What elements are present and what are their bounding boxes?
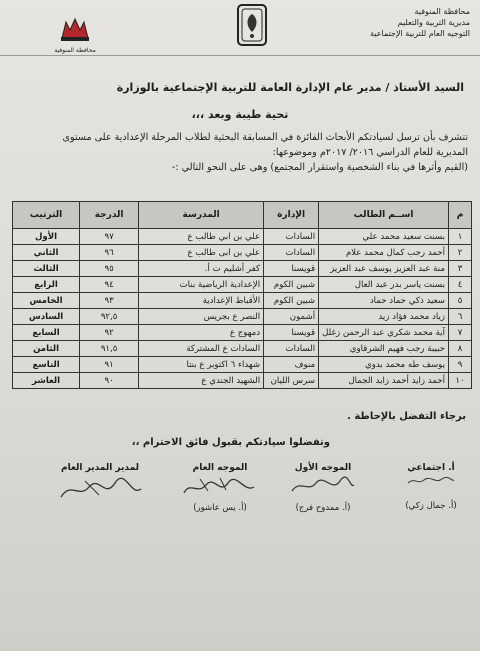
cell-student-name: سعيد ذكي حماد حماد bbox=[319, 293, 449, 309]
cell-rank: الأول bbox=[13, 229, 80, 245]
department-label: التوجيه العام للتربية الإجتماعية bbox=[370, 29, 470, 38]
directorate-label: مديرية التربية والتعليم bbox=[397, 18, 470, 27]
table-row bbox=[13, 293, 472, 309]
signature-name: (أ. ممدوح فرج) bbox=[295, 503, 351, 513]
cell-number: ٥ bbox=[449, 293, 472, 309]
cell-school: علي بن ابي طالب ع bbox=[139, 229, 264, 245]
cell-student-name: زياد محمد فؤاد زيد bbox=[319, 309, 449, 325]
cell-number: ٨ bbox=[449, 341, 472, 357]
cell-number: ١٠ bbox=[449, 373, 472, 389]
signature-title: الموجه العام bbox=[192, 463, 248, 473]
cell-rank: العاشر bbox=[13, 373, 80, 389]
cell-school: شهداء ٦ اكتوبر ع بنتا bbox=[139, 357, 264, 373]
header-rank: الترتيب bbox=[13, 202, 80, 229]
signature-block-general-supervisor bbox=[175, 463, 265, 513]
cell-degree: ٩٠ bbox=[80, 373, 139, 389]
cell-number: ٣ bbox=[449, 261, 472, 277]
cell-school: دمهوج ع bbox=[139, 325, 264, 341]
header-student-name: اســم الطالب bbox=[319, 202, 449, 229]
signature-block-director bbox=[50, 463, 150, 503]
cell-rank: التاسع bbox=[13, 357, 80, 373]
cell-degree: ٩٢ bbox=[80, 325, 139, 341]
cell-administration: قويسنا bbox=[264, 325, 319, 341]
regards-line: وتفضلوا سيادتكم بقبول فائق الاحترام ،، bbox=[131, 437, 330, 448]
intro-line: المديرية للعام الدراسي ٢٠١٦/ ٢٠١٧م وموضوعها: bbox=[272, 147, 468, 158]
cell-number: ٩ bbox=[449, 357, 472, 373]
cell-student-name: أحمد زايد أحمد زايد الجمال bbox=[319, 373, 449, 389]
table-row bbox=[13, 309, 472, 325]
cell-student-name: منة عبد العزيز يوسف عبد العزيز bbox=[319, 261, 449, 277]
table-row bbox=[13, 245, 472, 261]
cell-school: الشهيد الجندي ع bbox=[139, 373, 264, 389]
greeting-line: تحية طيبة وبعد ،،، bbox=[191, 108, 289, 121]
letterhead-text bbox=[320, 6, 470, 39]
signature-block-social bbox=[396, 463, 466, 511]
cell-student-name: بسنت سعيد محمد علي bbox=[319, 229, 449, 245]
cell-number: ١ bbox=[449, 229, 472, 245]
ministry-emblem-icon bbox=[232, 2, 272, 48]
request-line: برجاء التفضل بالإحاطة . bbox=[347, 411, 466, 422]
table-row bbox=[13, 341, 472, 357]
results-table bbox=[12, 201, 472, 389]
cell-degree: ٩٢,٥ bbox=[80, 309, 139, 325]
cell-degree: ٩٣ bbox=[80, 293, 139, 309]
intro-line: (القيم وأثرها في بناء الشخصية واستقرار المجتمع) وهى على النحو التالي :- bbox=[171, 162, 468, 173]
handwritten-signature-icon bbox=[180, 475, 260, 499]
cell-rank: الثامن bbox=[13, 341, 80, 357]
cell-administration: شبين الكوم bbox=[264, 277, 319, 293]
cell-student-name: يوسف طه محمد بدوي bbox=[319, 357, 449, 373]
cell-administration: شبين الكوم bbox=[264, 293, 319, 309]
cell-number: ٧ bbox=[449, 325, 472, 341]
table-row bbox=[13, 325, 472, 341]
cell-school: الأقباط الإعدادية bbox=[139, 293, 264, 309]
intro-line: تتشرف بأن ترسل لسيادتكم الأبحاث الفائزة في المسابقة البحثية لطلاب المرحلة الإعدادية على مستوى bbox=[62, 132, 468, 143]
cell-administration: السادات bbox=[264, 341, 319, 357]
cell-school: علي بن ابى طالب ع bbox=[139, 245, 264, 261]
governorate-logo bbox=[52, 16, 98, 54]
cell-rank: الرابع bbox=[13, 277, 80, 293]
cell-administration: سرس الليان bbox=[264, 373, 319, 389]
cell-administration: قويسنا bbox=[264, 261, 319, 277]
signature-name: (أ. جمال زكي) bbox=[405, 501, 457, 511]
handwritten-signature-icon bbox=[55, 475, 145, 503]
table-row bbox=[13, 277, 472, 293]
cell-administration: السادات bbox=[264, 229, 319, 245]
cell-student-name: بسنت ياسر بدر عبد العال bbox=[319, 277, 449, 293]
cell-rank: السادس bbox=[13, 309, 80, 325]
table-row bbox=[13, 357, 472, 373]
cell-administration: أشمون bbox=[264, 309, 319, 325]
cell-degree: ٩٦ bbox=[80, 245, 139, 261]
table-row bbox=[13, 261, 472, 277]
cell-degree: ٩١ bbox=[80, 357, 139, 373]
cell-school: كفر أشليم ت أ. bbox=[139, 261, 264, 277]
cell-degree: ٩٧ bbox=[80, 229, 139, 245]
cell-rank: الثاني bbox=[13, 245, 80, 261]
cell-school: السادات ع المشتركة bbox=[139, 341, 264, 357]
header-degree: الدرجة bbox=[80, 202, 139, 229]
header-number: م bbox=[449, 202, 472, 229]
table-row bbox=[13, 229, 472, 245]
cell-number: ٤ bbox=[449, 277, 472, 293]
signature-block-first-supervisor bbox=[278, 463, 368, 513]
header-school: المدرسة bbox=[139, 202, 264, 229]
intro-paragraph bbox=[8, 130, 468, 175]
header-administration: الإدارة bbox=[264, 202, 319, 229]
table-header-row bbox=[13, 202, 472, 229]
cell-rank: الثالث bbox=[13, 261, 80, 277]
signature-title: أ. اجتماعي bbox=[407, 463, 455, 473]
cell-administration: السادات bbox=[264, 245, 319, 261]
governorate-label: محافظة المنوفية bbox=[414, 7, 470, 16]
signature-title: لمدير المدير العام bbox=[60, 463, 140, 473]
table-row bbox=[13, 373, 472, 389]
cell-student-name: أحمد رجب كمال محمد علام bbox=[319, 245, 449, 261]
cell-student-name: آية محمد شكري عبد الرحمن زغلل bbox=[319, 325, 449, 341]
cell-degree: ٩٤ bbox=[80, 277, 139, 293]
cell-rank: الخامس bbox=[13, 293, 80, 309]
cell-degree: ٩٥ bbox=[80, 261, 139, 277]
addressee-line: السيد الأستاذ / مدير عام الإدارة العامة للتربية الإجتماعية بالوزارة bbox=[116, 81, 464, 94]
logo-caption: محافظة المنوفية bbox=[54, 47, 96, 54]
handwritten-signature-icon bbox=[406, 475, 456, 487]
cell-number: ٦ bbox=[449, 309, 472, 325]
cell-degree: ٩١,٥ bbox=[80, 341, 139, 357]
signature-title: الموجه الأول bbox=[294, 463, 352, 473]
handwritten-signature-icon bbox=[288, 475, 358, 497]
cell-rank: السابع bbox=[13, 325, 80, 341]
cell-school: الإعدادية الرياضية بنات bbox=[139, 277, 264, 293]
cell-school: النصر ع بجريس bbox=[139, 309, 264, 325]
cell-student-name: حبيبة رجب فهيم الشرقاوي bbox=[319, 341, 449, 357]
governorate-seal-icon bbox=[58, 16, 92, 42]
cell-number: ٢ bbox=[449, 245, 472, 261]
header-divider bbox=[0, 55, 480, 56]
cell-administration: منوف bbox=[264, 357, 319, 373]
signature-name: (أ. يس عاشور) bbox=[193, 503, 247, 513]
